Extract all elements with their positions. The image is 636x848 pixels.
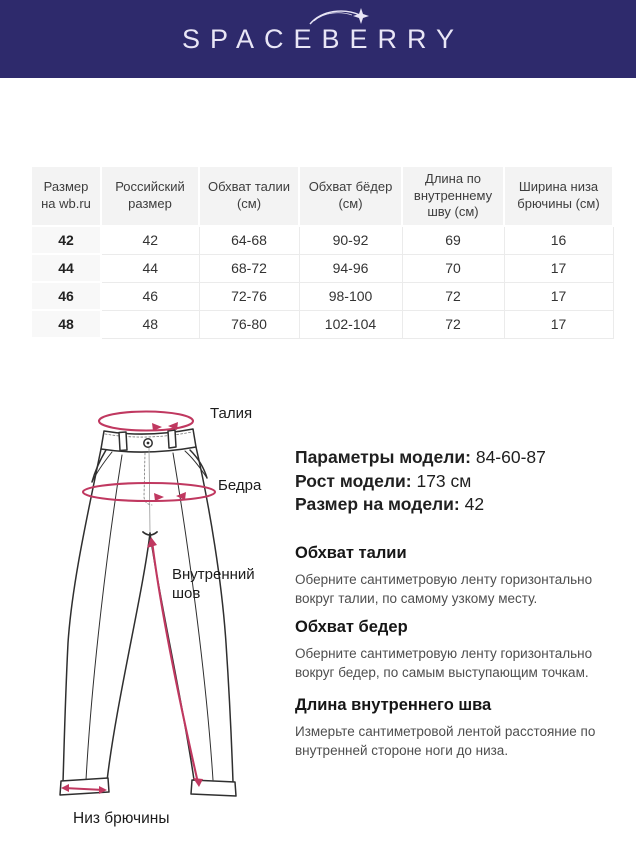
comet-star-icon — [308, 2, 378, 32]
model-params-label: Параметры модели: — [295, 447, 471, 467]
model-size-label: Размер на модели: — [295, 494, 460, 514]
table-cell: 64-68 — [199, 226, 299, 254]
size-table-container — [30, 165, 612, 339]
table-cell: 17 — [504, 310, 613, 338]
model-height-label: Рост модели: — [295, 470, 412, 491]
col-header-ru-size: Российский размер — [101, 166, 199, 226]
model-params-value: 84-60-87 — [475, 447, 546, 467]
pants-diagram — [48, 393, 268, 838]
inseam-label: Внутренний шов — [172, 566, 255, 602]
guide-hips — [295, 618, 597, 682]
table-cell: 76-80 — [199, 310, 299, 338]
guide-hips-text: Оберните сантиметровую ленту горизонтально вокруг бедер, по самым выступающим точкам. — [295, 646, 593, 681]
table-cell: 68-72 — [199, 254, 299, 282]
guide-waist-title: Обхват талии — [295, 544, 407, 562]
table-cell: 46 — [101, 282, 199, 310]
table-row — [31, 254, 613, 282]
col-header-wb-size: Размер на wb.ru — [31, 166, 101, 226]
table-cell: 48 — [31, 310, 101, 338]
col-header-hips: Обхват бёдер (см) — [299, 166, 402, 226]
table-cell: 44 — [31, 254, 101, 282]
model-size-line — [295, 493, 605, 517]
table-cell: 16 — [504, 226, 613, 254]
model-params-line — [295, 446, 605, 470]
hem-label: Низ брючины — [73, 810, 170, 827]
brand-name: SPACEBERRY — [181, 23, 465, 54]
hips-label: Бедра — [218, 477, 262, 494]
guide-waist — [295, 544, 597, 608]
table-row — [31, 310, 613, 338]
table-row — [31, 226, 613, 254]
table-cell: 98-100 — [299, 282, 402, 310]
brand-logo — [172, 24, 464, 55]
table-cell: 72 — [402, 310, 504, 338]
table-cell: 42 — [31, 226, 101, 254]
table-row — [31, 282, 613, 310]
table-cell: 44 — [101, 254, 199, 282]
guide-inseam-text: Измерьте сантиметровой лентой расстояние по внутренней стороне ноги до низа. — [295, 724, 596, 759]
table-cell: 94-96 — [299, 254, 402, 282]
table-cell: 69 — [402, 226, 504, 254]
table-cell: 17 — [504, 282, 613, 310]
model-height-value: 173 см — [416, 470, 472, 491]
table-cell: 70 — [402, 254, 504, 282]
table-cell: 90-92 — [299, 226, 402, 254]
table-header-row — [31, 166, 613, 226]
table-cell: 48 — [101, 310, 199, 338]
table-cell: 42 — [101, 226, 199, 254]
table-cell: 102-104 — [299, 310, 402, 338]
col-header-hem-width: Ширина низа брючины (см) — [504, 166, 613, 226]
guide-waist-text: Оберните сантиметровую ленту горизонтально вокруг талии, по самому узкому месту. — [295, 572, 593, 607]
waist-label: Талия — [210, 405, 253, 422]
table-cell: 72 — [402, 282, 504, 310]
table-cell: 46 — [31, 282, 101, 310]
model-info — [295, 446, 605, 517]
size-table — [30, 165, 614, 339]
guide-inseam-title: Длина внутреннего шва — [295, 696, 492, 714]
col-header-inseam: Длина по внутреннему шву (см) — [402, 166, 504, 226]
guide-inseam — [295, 696, 597, 760]
col-header-waist: Обхват талии (см) — [199, 166, 299, 226]
table-cell: 17 — [504, 254, 613, 282]
brand-header — [0, 0, 636, 78]
model-height-line — [295, 470, 605, 494]
guide-hips-title: Обхват бедер — [295, 618, 408, 636]
table-cell: 72-76 — [199, 282, 299, 310]
model-size-value: 42 — [464, 494, 485, 514]
